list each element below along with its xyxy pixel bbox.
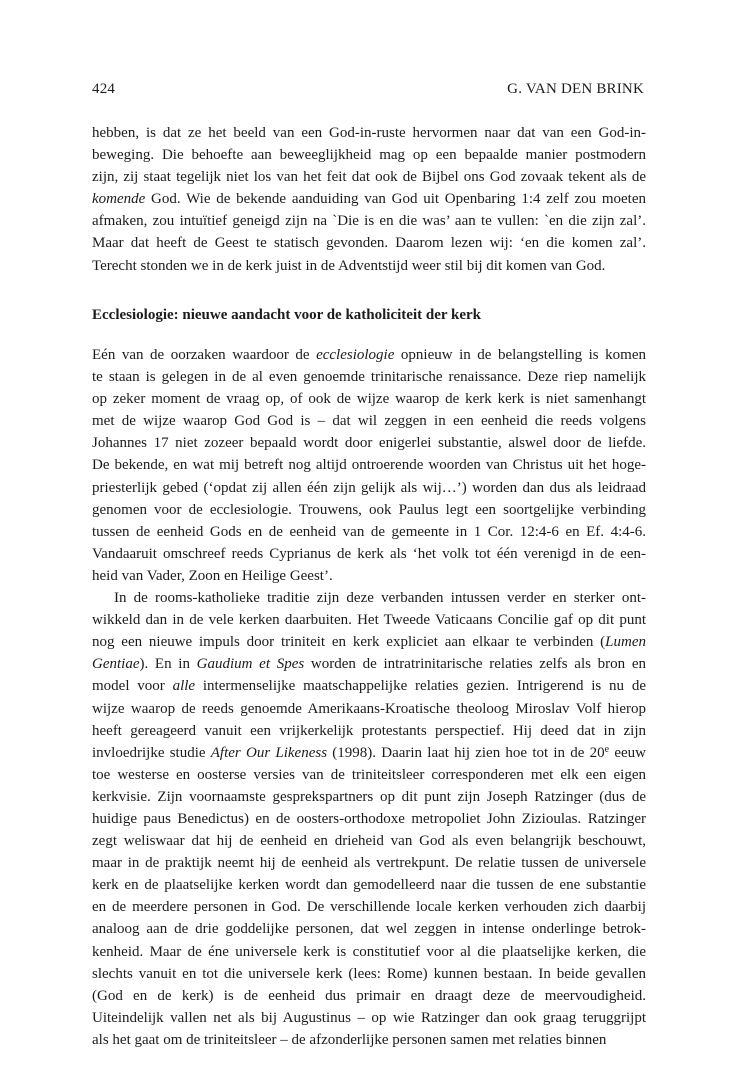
text-line [92,565,646,587]
text-line [92,122,646,144]
text-line [92,388,646,410]
text-run: invloedrijke studie [92,744,211,761]
text-run: toe westerse en oosterse versies van de triniteitsleer corresponderen met elk een eigen [92,766,646,783]
text-run: Terecht stonden we in de kerk juist in de Adventstijd weer stil bij dit komen van God. [92,257,606,274]
text-run: eeuw [609,744,646,761]
text-line [92,720,646,742]
text-line [92,985,646,1007]
text-run: huidige paus Benedictus) en de oosters-orthodoxe metropoliet John Zizioulas. Ratzinger [92,810,646,827]
text-line [92,786,646,808]
text-run: tussen de eenheid Gods en de eenheid van de gemeente in 1 Cor. 12:4-6 en Ef. 4:4-6. [92,523,646,540]
text-line [92,499,646,521]
text-line [92,918,646,940]
text-run: heeft gereageerd vanuit een vrijkerkelijk protestants perspectief. Hij deed dat in zijn [92,722,646,739]
text-run: analoog aan de drie goddelijke personen, dat wel zeggen in intense onderlinge betrok- [92,921,646,938]
text-run: In de rooms-katholieke traditie zijn deze verbanden intussen verder en sterker ont- [114,590,646,607]
text-run: (God en de kerk) is de eenheid dus primair en draagt deze de meervoudigheid. [92,987,646,1004]
text-run: beweging. Die behoefte aan beweeglijkheid mag op een bepaalde manier postmodern [92,147,646,164]
text-run: model voor [92,678,173,695]
text-line [92,477,646,499]
text-run: worden de intratrinitarische relaties zelfs als bron en [304,656,647,673]
text-line [92,432,646,454]
text-run: Uiteindelijk vallen net als bij Augustinus – op wie Ratzinger dan ook graag teruggrijpt [92,1009,646,1026]
text-line [92,587,646,609]
text-run: God. Wie de bekende aanduiding van God uit Openbaring 1:4 zelf zou moeten [145,191,646,208]
text-line [92,188,646,210]
italic-text: After Our Likeness [210,744,328,761]
text-run: De bekende, en wat mij betreft nog altijd ontroerende woorden van Christus uit het hoge- [92,457,646,474]
text-run: als het gaat om de triniteitsleer – de afzonderlijke personen samen met relaties binnen [92,1031,607,1048]
italic-text: Gentiae [92,656,140,673]
text-run: op zeker moment de vraag op, of ook de wijze waarop de kerk kerk is niet samenhangt [92,391,646,408]
text-run: Johannes 17 niet zozeer bepaald wordt door enigerlei substantie, alswel door de liefde. [92,435,646,452]
text-line [92,698,646,720]
text-run: wijze waarop de reeds genoemde Amerikaans-Kroatische theoloog Miroslav Volf hierop [92,700,646,717]
running-header-author: G. VAN DEN BRINK [507,81,644,97]
text-run: heid van Vader, Zoon en Heilige Geest’. [92,567,333,584]
text-line [92,210,646,232]
text-run: nog een nieuwe impuls door triniteit en kerk expliciet aan elkaar te verbinden ( [92,634,606,651]
italic-text: Gaudium et Spes [196,656,305,673]
text-line [92,344,646,366]
text-line [92,631,646,653]
text-line [92,963,646,985]
text-line [92,830,646,852]
text-line [92,543,646,565]
text-line [92,232,646,254]
text-line [92,166,646,188]
text-line [92,609,646,631]
italic-text: komende [92,191,146,208]
paragraph-intro [92,122,646,277]
text-line [92,521,646,543]
text-run: maar in de praktijk neemt hij de eenheid als vertrekpunt. De relatie tussen de universele [92,855,646,872]
text-line [92,852,646,874]
page-number: 424 [92,81,116,97]
text-line [92,255,646,277]
text-line [92,742,646,764]
italic-text: alle [172,678,196,695]
text-line [92,366,646,388]
text-run: zijn, zij staat tegelijk niet los van het feit dat ook de Bijbel ons God zovaak tekent als de [92,169,646,186]
italic-text: Lumen [605,634,646,651]
text-line [92,941,646,963]
text-line [92,896,646,918]
text-run: wikkeld dan in de vele kerken daarbuiten. Het Tweede Vaticaans Concilie gaf op dit punt [92,612,646,629]
text-run: (1998). Daarin laat hij zien hoe tot in de 20 [327,744,605,761]
text-run: met de wijze waarop God God is – dat wil zeggen in een eenheid die reeds volgens [92,413,646,430]
text-run: genomen voor de ecclesiologie. Trouwens, ook Paulus legt een soortgelijke verbinding [92,501,646,518]
text-line [92,808,646,830]
text-run: zegt weliswaar dat hij de eenheid en drieheid van God als even belangrijk beschouwt, [92,833,646,850]
text-run: slechts vanuit en tot die universele kerk (lees: Rome) kunnen bestaan. In beide gevallen [92,965,646,982]
italic-text: ecclesiologie [316,347,395,363]
text-line [92,764,646,786]
section-heading: Ecclesiologie: nieuwe aandacht voor de katholiciteit der kerk [92,307,481,323]
text-line [92,675,646,697]
text-run: Maar dat heeft de Geest te statisch gevonden. Daarom lezen wij: ‘en die komen zal’. [92,235,646,252]
text-run: Vandaaruit omschreef reeds Cyprianus de kerk als ‘het volk tot één verenigd in de een- [92,545,646,562]
text-run: en de meerdere personen in God. De verschillende locale kerken verhouden zich daarbij [92,899,646,916]
text-run: kenheid. Maar de éne universele kerk is constitutief voor al die plaatselijke kerken, die [92,943,646,960]
text-run: afmaken, zou intuïtief geneigd zijn na `Die is en die was’ aan te vullen: `en die zijn zal’. [92,213,646,230]
text-line [92,1007,646,1029]
text-run: hebben, is dat ze het beeld van een God-in-ruste hervormen naar dat van een God-in- [92,125,646,141]
text-line [92,144,646,166]
text-line [92,454,646,476]
text-line [92,874,646,896]
text-line [92,1029,646,1051]
text-run: ). En in [139,656,197,673]
superscript: e [604,743,610,755]
text-run: intermenselijke maatschappelijke relaties gezien. Intrigerend is nu de [195,678,646,695]
text-line [92,653,646,675]
text-run: opnieuw in de belangstelling is komen [394,347,646,363]
text-line [92,410,646,432]
text-run: priesterlijk gebed (‘opdat zij allen één zijn gelijk als wij…’) worden dan dus als leidraad [92,479,646,496]
text-run: Eén van de oorzaken waardoor de [92,347,317,363]
text-run: te staan is gelegen in de al even genoemde trinitarische renaissance. Deze riep namelijk [92,369,646,386]
text-run: kerkvisie. Zijn voornaamste gesprekspartners op dit punt zijn Joseph Ratzinger (dus de [92,788,646,805]
section-body [92,344,646,1051]
text-run: kerk en de plaatselijke kerken wordt dan gemodelleerd naar die tussen de ene substantie [92,877,646,894]
